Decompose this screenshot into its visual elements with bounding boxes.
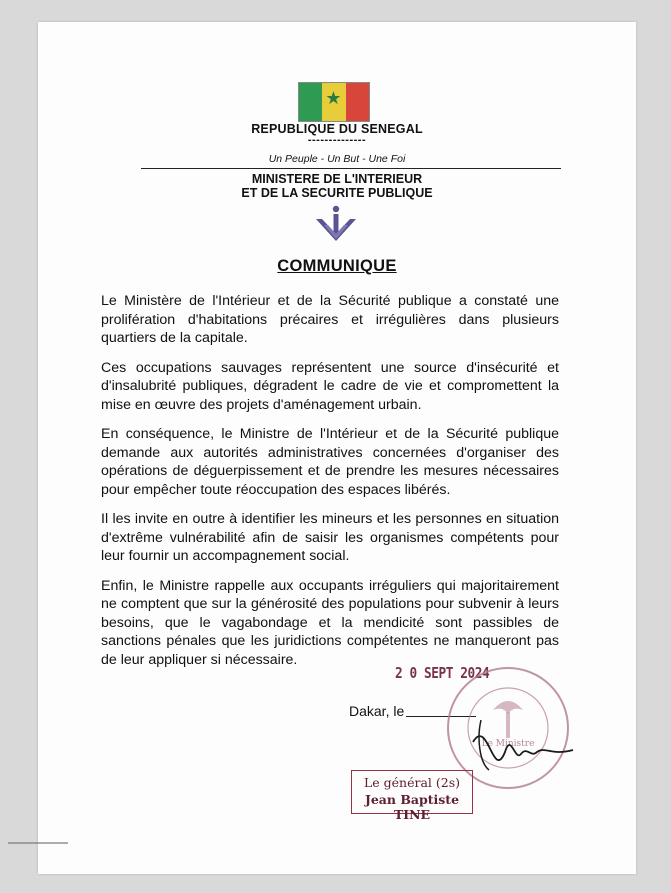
national-motto: Un Peuple - Un But - Une Foi bbox=[268, 153, 406, 165]
senegal-flag-icon: ★ bbox=[298, 82, 370, 122]
document-page bbox=[38, 22, 636, 874]
signatory-name: Jean Baptiste TINE bbox=[364, 792, 460, 822]
communique-body bbox=[101, 292, 559, 680]
paragraph: Enfin, le Ministre rappelle aux occupants irréguliers qui majoritairement ne comptent que sur la générosité des populations pour subvenir à leurs besoins, que le vagabondage et la mendicité sont passibles de sanctions pénales que les juridictions compétentes ne manqueront pas de leur appliquer si nécessaire. bbox=[101, 577, 559, 668]
header-rule bbox=[141, 168, 561, 169]
ministry-line-2: ET DE LA SECURITE PUBLIQUE bbox=[241, 186, 433, 200]
signatory-rank: Le général (2s) bbox=[363, 775, 461, 790]
date-stamp: 2 0 SEPT 2024 bbox=[395, 664, 490, 682]
signatory-stamp bbox=[351, 770, 473, 822]
paragraph: Ces occupations sauvages représentent une source d'insécurité et d'insalubrité publiques, dégradent le cadre de vie et compromettent la mise en œuvre des projets d'aménagement urbain. bbox=[101, 359, 559, 413]
country-heading: REPUBLIQUE DU SENEGAL bbox=[251, 122, 423, 136]
ministry-line-1: MINISTERE DE L'INTERIEUR bbox=[251, 172, 423, 186]
paragraph: Il les invite en outre à identifier les mineurs et les personnes en situation d'extrême vulnérabilité afin de saisir les organismes compétents pour leur fournir un accompagnement social. bbox=[101, 511, 559, 564]
paragraph: En conséquence, le Ministre de l'Intérieur et de la Sécurité publique demande aux autorités administratives concernées d'organiser des opérations de déguerpissement et de prendre les mesures nécessaires pour empêcher toute réoccupation des espaces libérés. bbox=[101, 426, 559, 498]
paragraph: Le Ministère de l'Intérieur et de la Sécurité publique a constaté une prolifération d'habitations précaires et irrégulières dans plusieurs quartiers de la capitale. bbox=[101, 293, 559, 346]
place-label: Dakar, le bbox=[349, 703, 405, 719]
scan-artifact bbox=[8, 842, 68, 844]
communique-title: COMMUNIQUE bbox=[277, 257, 397, 275]
ministry-heading bbox=[38, 172, 636, 200]
header-separator: -------------- bbox=[307, 134, 367, 146]
ministry-logo-icon bbox=[314, 205, 358, 245]
svg-text:Le Ministre: Le Ministre bbox=[481, 739, 535, 749]
